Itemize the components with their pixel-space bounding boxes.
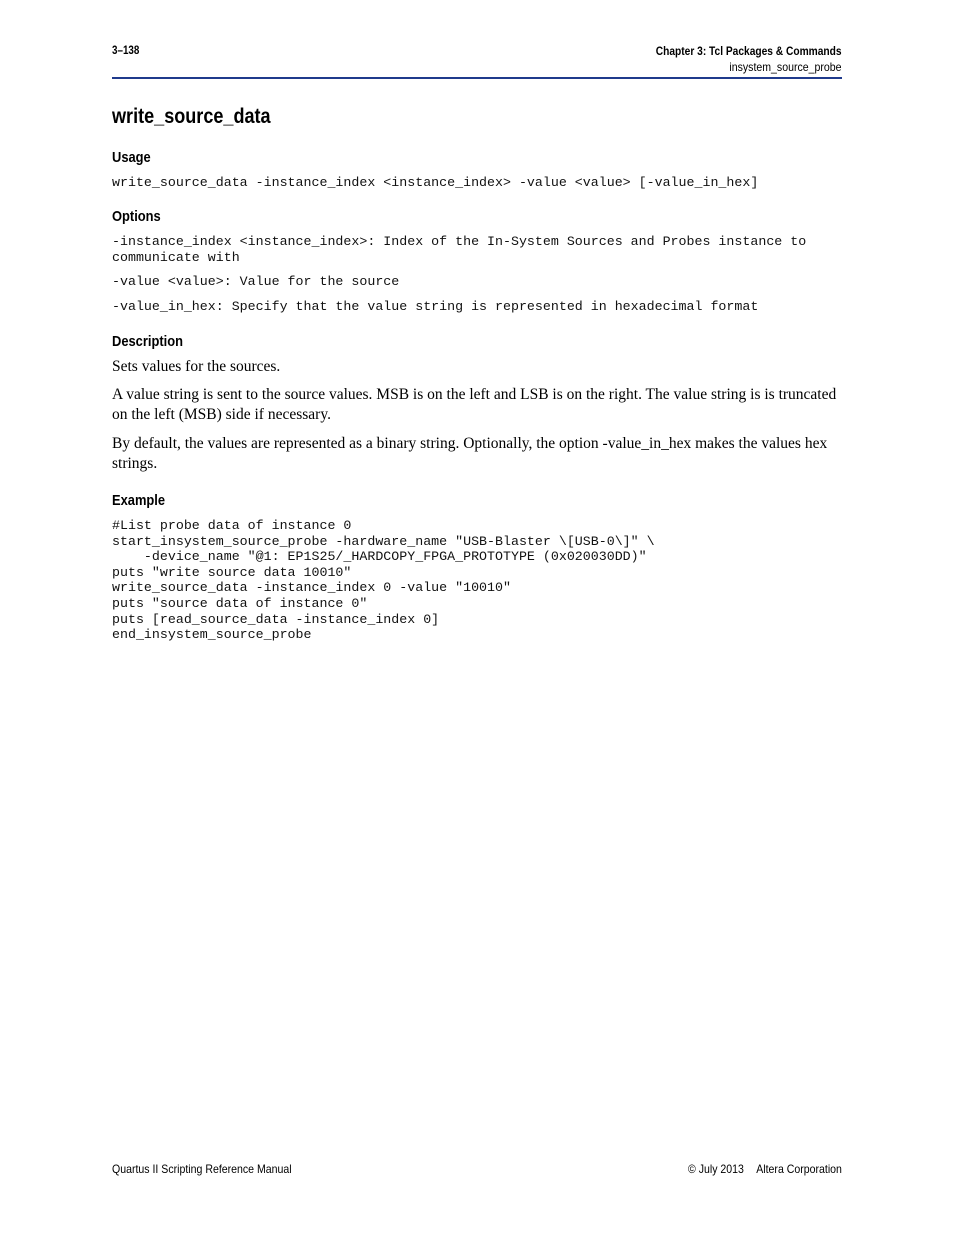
usage-heading: Usage xyxy=(112,149,151,166)
example-heading: Example xyxy=(112,492,166,509)
header-rule xyxy=(112,77,842,79)
option-instance-index: -instance_index <instance_index>: Index of the In-System Sources and Probes instance to communicate with xyxy=(112,234,807,265)
footer-copyright xyxy=(688,1162,842,1176)
option-value-in-hex: -value_in_hex: Specify that the value string is represented in hexadecimal format xyxy=(112,299,759,314)
chapter-title: Chapter 3: Tcl Packages & Commands xyxy=(656,44,842,58)
running-header xyxy=(623,43,842,75)
example-code: #List probe data of instance 0 start_insystem_source_probe -hardware_name "USB-Blaster \[USB-0\]" \ -device_name "@1: EP1S25/_HARDCOPY_FPGA_PROTOTYPE (0x020030DD)" puts "write source data 10010" write_source_data -instance_index 0 -value "10010" puts "source data of instance 0" puts [read_source_data -instance_index 0] end_insystem_source_probe xyxy=(112,518,655,643)
description-heading: Description xyxy=(112,333,183,350)
footer-manual: Quartus II Scripting Reference Manual xyxy=(112,1162,292,1176)
page-title: write_source_data xyxy=(112,105,271,128)
description-paragraph: Sets values for the sources. xyxy=(112,358,281,375)
section-name: insystem_source_probe xyxy=(729,60,842,74)
footer-date: © July 2013 xyxy=(688,1162,744,1176)
options-heading: Options xyxy=(112,208,161,225)
description-paragraph: By default, the values are represented as a binary string. Optionally, the option -value_in_hex makes the values hex strings. xyxy=(112,435,828,472)
footer-company: Altera Corporation xyxy=(756,1162,842,1176)
option-value: -value <value>: Value for the source xyxy=(112,274,400,289)
usage-code: write_source_data -instance_index <instance_index> -value <value> [-value_in_hex] xyxy=(112,175,759,190)
page-number: 3–138 xyxy=(112,43,140,57)
description-paragraph: A value string is sent to the source values. MSB is on the left and LSB is on the right. The value string is is truncated on the left (MSB) side if necessary. xyxy=(112,386,837,423)
